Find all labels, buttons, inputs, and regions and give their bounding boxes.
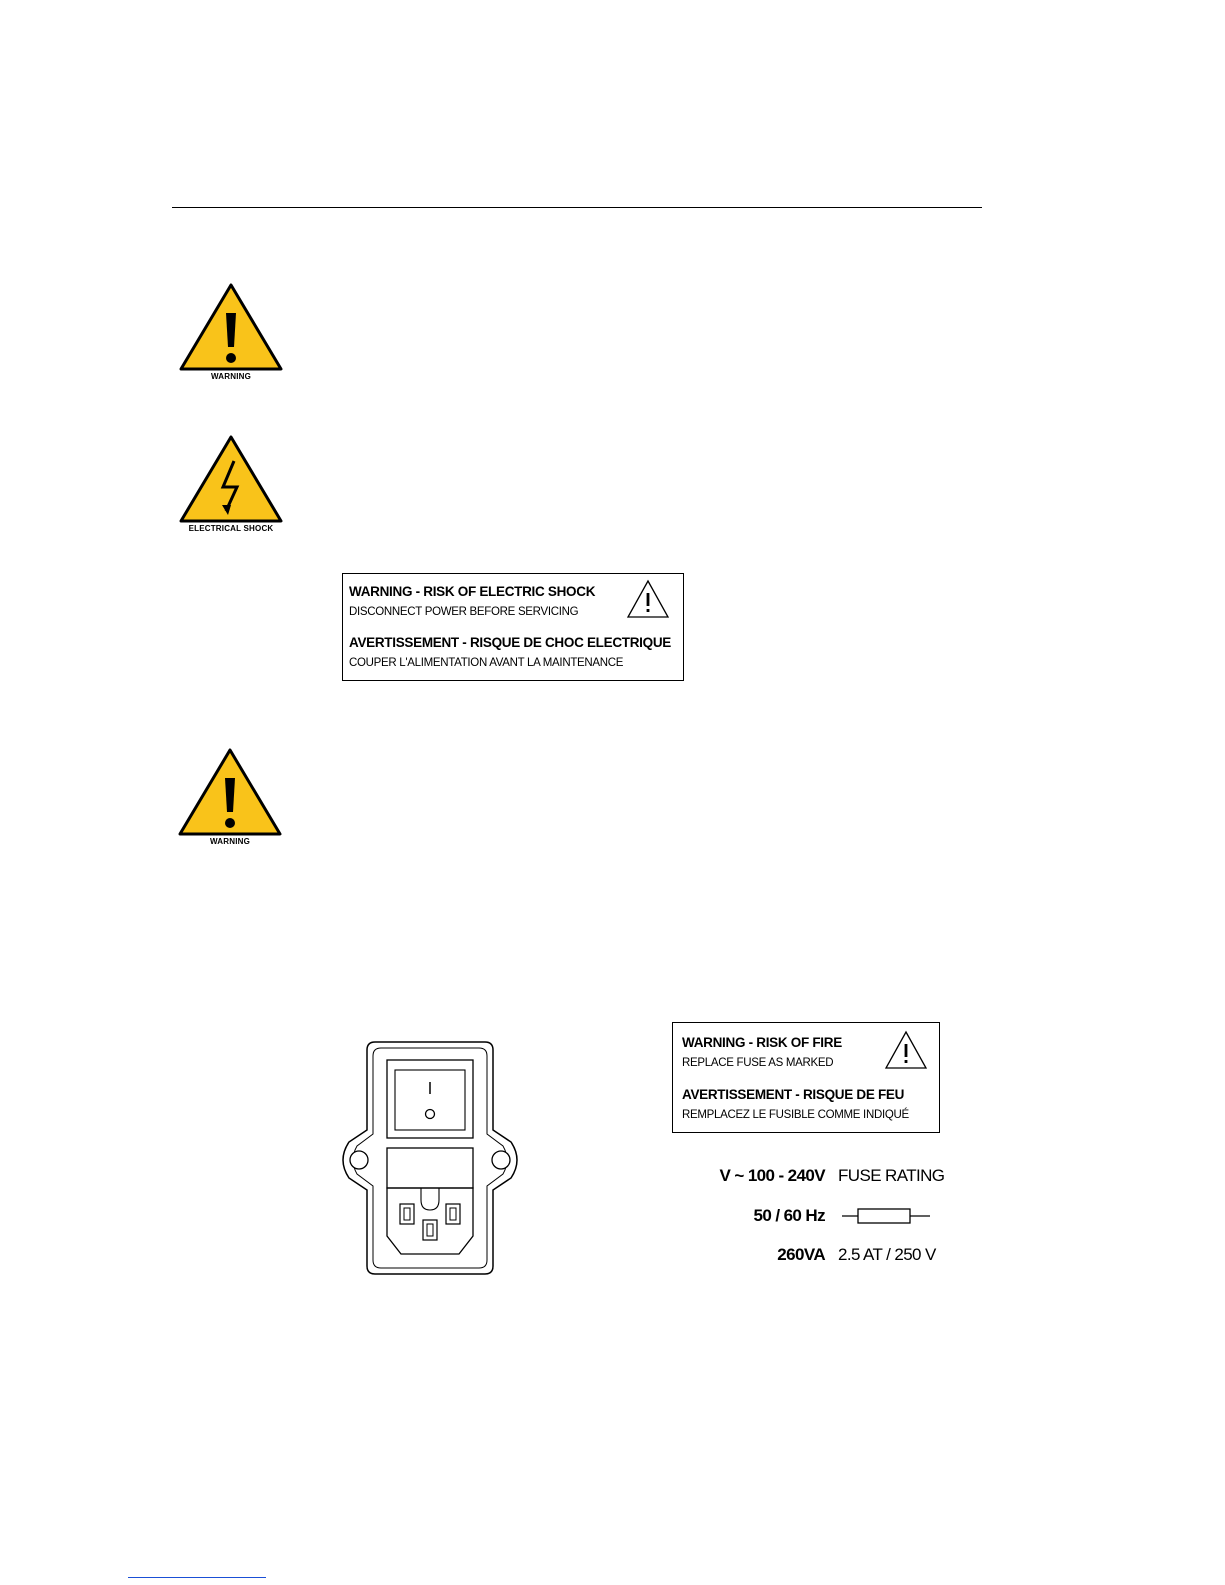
header-rule [172,207,982,208]
electrical-shock-caption: ELECTRICAL SHOCK [188,524,274,533]
electrical-shock-icon [179,435,283,523]
electrical-shock-sign [178,435,284,533]
footnote-rule [128,1577,266,1578]
power-entry-module-diagram [335,1040,525,1276]
shock-label-line1: WARNING - RISK OF ELECTRIC SHOCK [349,584,596,599]
shock-label-line2: DISCONNECT POWER BEFORE SERVICING [349,606,579,618]
warning-caption: WARNING [209,837,251,846]
fire-warning-label [672,1022,940,1133]
shock-label-line3: AVERTISSEMENT - RISQUE DE CHOC ELECTRIQUE [349,635,671,650]
voltage-rating: V ~ 100 - 240V [719,1166,825,1185]
warning-caption: WARNING [210,372,252,381]
fire-label-line3: AVERTISSEMENT - RISQUE DE FEU [682,1087,905,1102]
fire-label-line4: REMPLACEZ LE FUSIBLE COMME INDIQUÉ [682,1109,909,1121]
warning-sign-bottom [177,748,283,846]
fire-label-line2: REPLACE FUSE AS MARKED [682,1057,834,1069]
caution-triangle-icon [884,1030,928,1070]
warning-sign-top [178,283,284,381]
electric-shock-warning-label [342,573,684,681]
fuse-symbol-icon [842,1206,930,1226]
frequency-rating: 50 / 60 Hz [753,1206,825,1225]
fire-label-line1: WARNING - RISK OF FIRE [682,1035,842,1050]
power-rating: 260VA [777,1245,825,1264]
fuse-value: 2.5 AT / 250 V [838,1245,936,1264]
warning-exclamation-icon [179,283,283,371]
fuse-rating-label: FUSE RATING [838,1166,945,1185]
shock-label-line4: COUPER L'ALIMENTATION AVANT LA MAINTENANCE [349,657,624,669]
warning-exclamation-icon [178,748,282,836]
caution-triangle-icon [626,579,670,619]
